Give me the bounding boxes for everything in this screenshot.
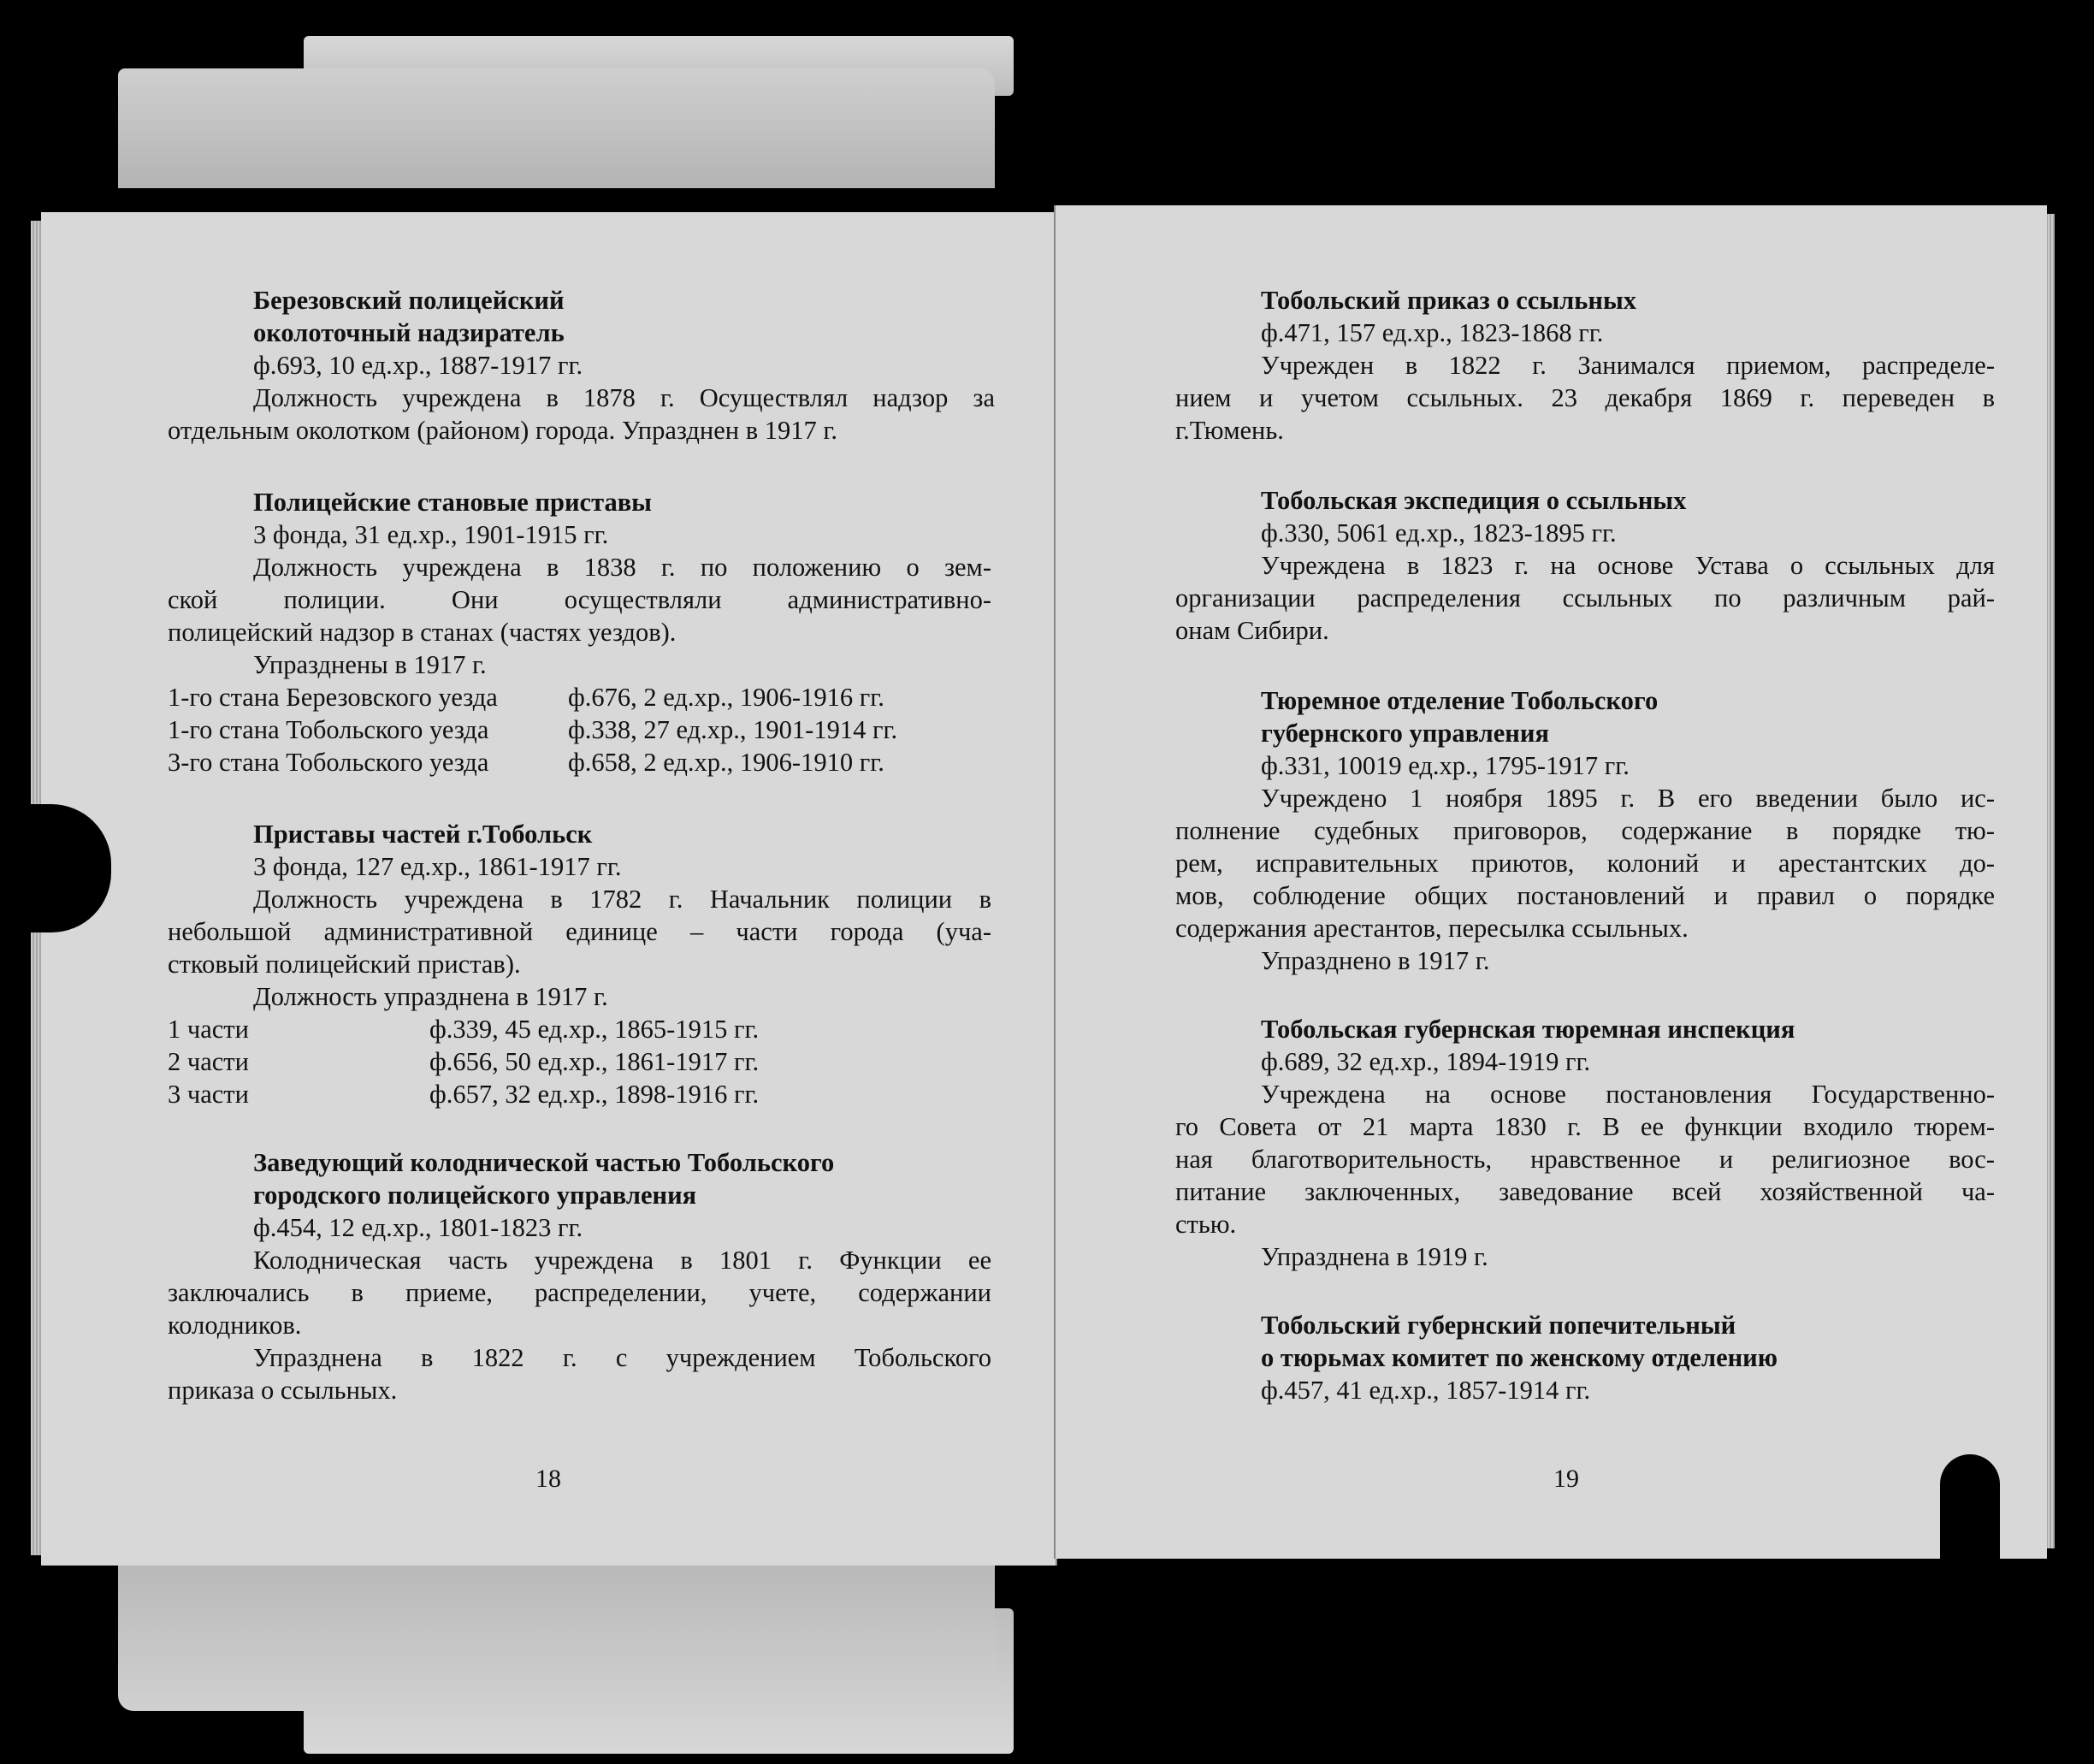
paragraph-line: полицейский надзор в станах (частях уездов). <box>168 618 677 647</box>
fund-reference: 3 фонда, 127 ед.хр., 1861-1917 гг. <box>253 852 622 881</box>
paragraph-line: отдельным околотком (районом) города. Упразднен в 1917 г. <box>168 416 838 445</box>
paragraph-line: Упразднена в 1822 г. с учреждением Тобольского <box>253 1343 991 1372</box>
paragraph-line: Учреждена в 1823 г. на основе Устава о ссыльных для <box>1261 551 1995 580</box>
section-title: Заведующий колоднической частью Тобольского <box>253 1148 835 1177</box>
paragraph-line: Упразднено в 1917 г. <box>1261 946 1490 975</box>
fund-row-name: 1-го стана Березовского уезда <box>168 683 498 712</box>
fund-reference: ф.471, 157 ед.хр., 1823-1868 гг. <box>1261 318 1604 347</box>
paragraph-line: мов, соблюдение общих постановлений и правил о порядке <box>1175 881 1995 910</box>
fund-reference: ф.330, 5061 ед.хр., 1823-1895 гг. <box>1261 518 1617 548</box>
fund-reference: ф.454, 12 ед.хр., 1801-1823 гг. <box>253 1213 583 1242</box>
fund-row-ref: ф.657, 32 ед.хр., 1898-1916 гг. <box>429 1080 760 1109</box>
paragraph-line: ная благотворительность, нравственное и религиозное вос- <box>1175 1145 1995 1174</box>
paragraph-line: Упразднена в 1919 г. <box>1261 1242 1488 1271</box>
section-title: околоточный надзиратель <box>253 318 565 347</box>
paragraph-line: Должность упразднена в 1917 г. <box>253 982 608 1011</box>
paragraph-line: Должность учреждена в 1878 г. Осуществлял надзор за <box>253 383 995 412</box>
paragraph-line: г.Тюмень. <box>1175 416 1284 445</box>
fund-row-name: 3-го стана Тобольского уезда <box>168 748 489 777</box>
left-page <box>41 212 1057 1566</box>
fund-row-name: 3 части <box>168 1080 249 1109</box>
right-page <box>1054 205 2047 1559</box>
fund-row-name: 1 части <box>168 1015 249 1044</box>
binder-clip-right <box>1940 1454 2000 1677</box>
section-title: городского полицейского управления <box>253 1181 697 1210</box>
section-title: Тобольский губернский попечительный <box>1261 1311 1736 1340</box>
paragraph-line: приказа о ссыльных. <box>168 1376 398 1405</box>
paragraph-line: Учреждена на основе постановления Государственно- <box>1261 1080 1995 1109</box>
paragraph-line: нием и учетом ссыльных. 23 декабря 1869 г. переведен в <box>1175 383 1995 412</box>
paragraph-line: организации распределения ссыльных по различным рай- <box>1175 583 1995 613</box>
paragraph-line: ской полиции. Они осуществляли административно- <box>168 585 991 614</box>
section-title: Тюремное отделение Тобольского <box>1261 686 1659 715</box>
paragraph-line: Учрежден в 1822 г. Занимался приемом, распределе- <box>1261 351 1995 380</box>
paragraph-line: Упразднены в 1917 г. <box>253 650 487 679</box>
section-title: Березовский полицейский <box>253 286 565 315</box>
section-title: Тобольский приказ о ссыльных <box>1261 286 1637 315</box>
paragraph-line: го Совета от 21 марта 1830 г. В ее функции входило тюрем- <box>1175 1112 1995 1141</box>
paragraph-line: питание заключенных, заведование всей хозяйственной ча- <box>1175 1177 1995 1206</box>
binder-clip-left <box>0 804 111 932</box>
paragraph-line: Учреждено 1 ноября 1895 г. В его введении было ис- <box>1261 784 1995 813</box>
paragraph-line: онам Сибири. <box>1175 616 1329 645</box>
fund-reference: 3 фонда, 31 ед.хр., 1901-1915 гг. <box>253 520 609 549</box>
page-number: 18 <box>535 1465 561 1493</box>
paragraph-line: небольшой административной единице – части города (уча- <box>168 917 991 946</box>
section-title: Тобольская экспедиция о ссыльных <box>1261 486 1687 515</box>
fund-row-name: 1-го стана Тобольского уезда <box>168 715 489 744</box>
paragraph-line: колодников. <box>168 1311 302 1340</box>
section-title: Тобольская губернская тюремная инспекция <box>1261 1015 1795 1044</box>
fund-reference: ф.331, 10019 ед.хр., 1795-1917 гг. <box>1261 751 1630 780</box>
paragraph-line: Должность учреждена в 1838 г. по положению о зем- <box>253 553 991 582</box>
paragraph-line: рем, исправительных приютов, колоний и арестантских до- <box>1175 849 1995 878</box>
paragraph-line: Должность учреждена в 1782 г. Начальник полиции в <box>253 885 991 914</box>
fund-reference: ф.457, 41 ед.хр., 1857-1914 гг. <box>1261 1376 1591 1405</box>
section-title: губернского управления <box>1261 719 1549 748</box>
page-number: 19 <box>1553 1465 1579 1493</box>
fund-row-ref: ф.676, 2 ед.хр., 1906-1916 гг. <box>568 683 884 712</box>
fund-reference: ф.689, 32 ед.хр., 1894-1919 гг. <box>1261 1047 1591 1076</box>
paragraph-line: полнение судебных приговоров, содержание в порядке тю- <box>1175 816 1995 845</box>
paragraph-line: содержания арестантов, пересылка ссыльных. <box>1175 914 1689 943</box>
section-title: Полицейские становые приставы <box>253 488 652 517</box>
fund-row-ref: ф.656, 50 ед.хр., 1861-1917 гг. <box>429 1047 760 1076</box>
fund-row-ref: ф.339, 45 ед.хр., 1865-1915 гг. <box>429 1015 760 1044</box>
paragraph-line: стью. <box>1175 1210 1237 1239</box>
binder-tab-bottom <box>118 1557 995 1711</box>
fund-row-ref: ф.658, 2 ед.хр., 1906-1910 гг. <box>568 748 884 777</box>
paragraph-line: Колодническая часть учреждена в 1801 г. Функции ее <box>253 1246 991 1275</box>
section-title: о тюрьмах комитет по женскому отделению <box>1261 1343 1778 1372</box>
fund-row-ref: ф.338, 27 ед.хр., 1901-1914 гг. <box>568 715 898 744</box>
binder-tab-top <box>118 68 995 188</box>
fund-row-name: 2 части <box>168 1047 249 1076</box>
section-title: Приставы частей г.Тобольск <box>253 820 593 849</box>
fund-reference: ф.693, 10 ед.хр., 1887-1917 гг. <box>253 351 583 380</box>
paragraph-line: стковый полицейский пристав). <box>168 950 521 979</box>
paragraph-line: заключались в приеме, распределении, учете, содержании <box>168 1278 991 1307</box>
